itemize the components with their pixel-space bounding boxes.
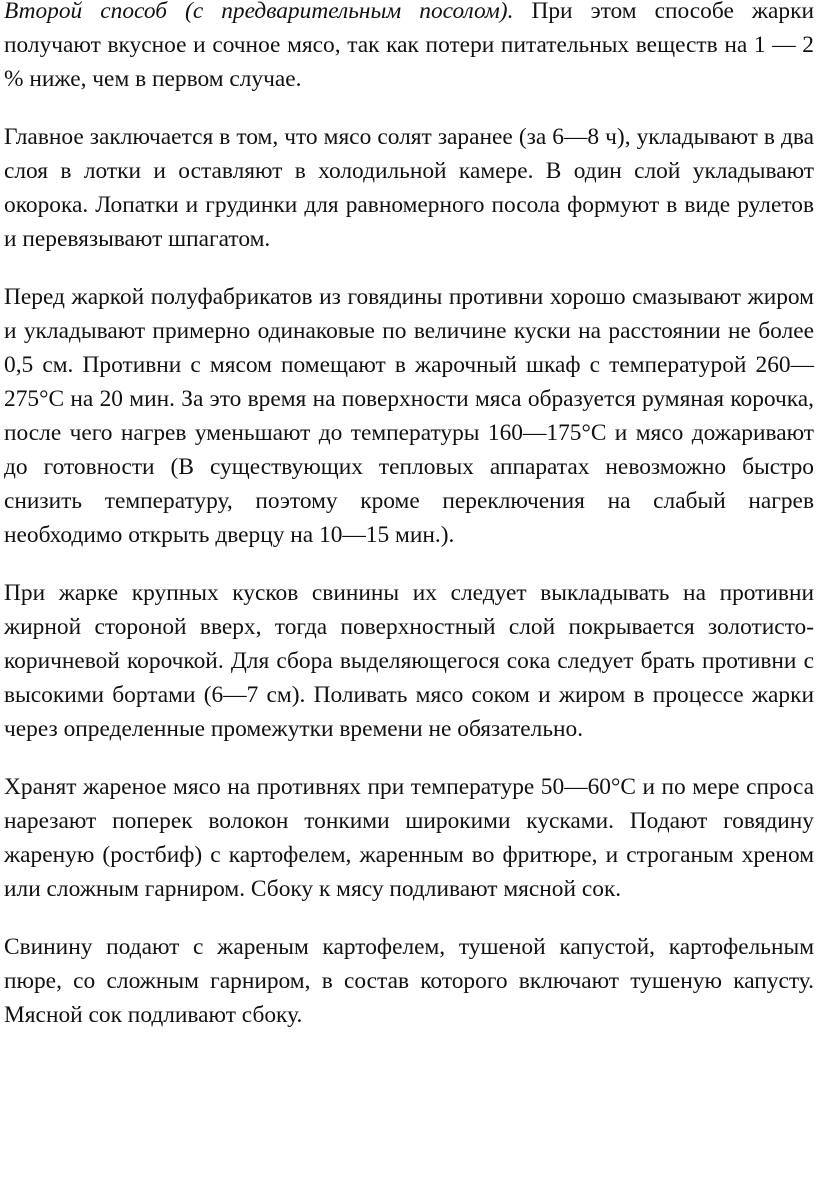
paragraph-6-text: Свинину подают с жареным картофелем, тушеной капустой, картофельным пюре, со сложным гарниром, в состав которого включают тушеную капусту. Мясной сок подливают сбоку. (4, 934, 814, 1028)
paragraph-1 (4, 0, 814, 96)
paragraph-2 (4, 120, 814, 256)
paragraph-1-italic-lead: Второй способ (с предварительным посолом). (4, 0, 514, 24)
paragraph-5 (4, 770, 814, 906)
paragraph-3-text: Перед жаркой полуфабрикатов из говядины противни хорошо смазывают жиром и укладывают примерно одинаковые по величине куски на расстоянии не более 0,5 см. Противни с мясом помещают в жарочный шкаф с температурой 260—275°С на 20 мин. За это время на поверхности мяса образуется румяная корочка, после чего нагрев уменьшают до температуры 160—175°С и мясо дожаривают до готовности (В существующих тепловых аппаратах невозможно быстро снизить температуру, поэтому кроме переключения на слабый нагрев необходимо открыть дверцу на 10—15 мин.). (4, 284, 814, 548)
paragraph-5-text: Хранят жареное мясо на противнях при температуре 50—60°С и по мере спроса нарезают поперек волокон тонкими широкими кусками. Подают говядину жареную (ростбиф) с картофелем, жаренным во фритюре, и строганым хреном или сложным гарниром. Сбоку к мясу подливают мясной сок. (4, 774, 814, 902)
paragraph-4-text: При жарке крупных кусков свинины их следует выкладывать на противни жирной стороной вверх, тогда поверхностный слой покрывается золотисто-коричневой корочкой. Для сбора выделяющегося сока следует брать противни с высокими бортами (6—7 см). Поливать мясо соком и жиром в процессе жарки через определенные промежутки времени не обязательно. (4, 580, 814, 742)
paragraph-3 (4, 280, 814, 552)
paragraph-4 (4, 576, 814, 746)
paragraph-1-text: При этом способе жарки получают вкусное и сочное мясо, так как потери питательных веществ на 1 — 2 % ниже, чем в первом случае. (4, 0, 814, 92)
paragraph-6 (4, 930, 814, 1032)
paragraph-2-text: Главное заключается в том, что мясо солят заранее (за 6—8 ч), укладывают в два слоя в лотки и оставляют в холодильной камере. В один слой укладывают окорока. Лопатки и грудинки для равномерного посола формуют в виде рулетов и перевязывают шпагатом. (4, 124, 814, 252)
document-page (4, 0, 814, 1032)
